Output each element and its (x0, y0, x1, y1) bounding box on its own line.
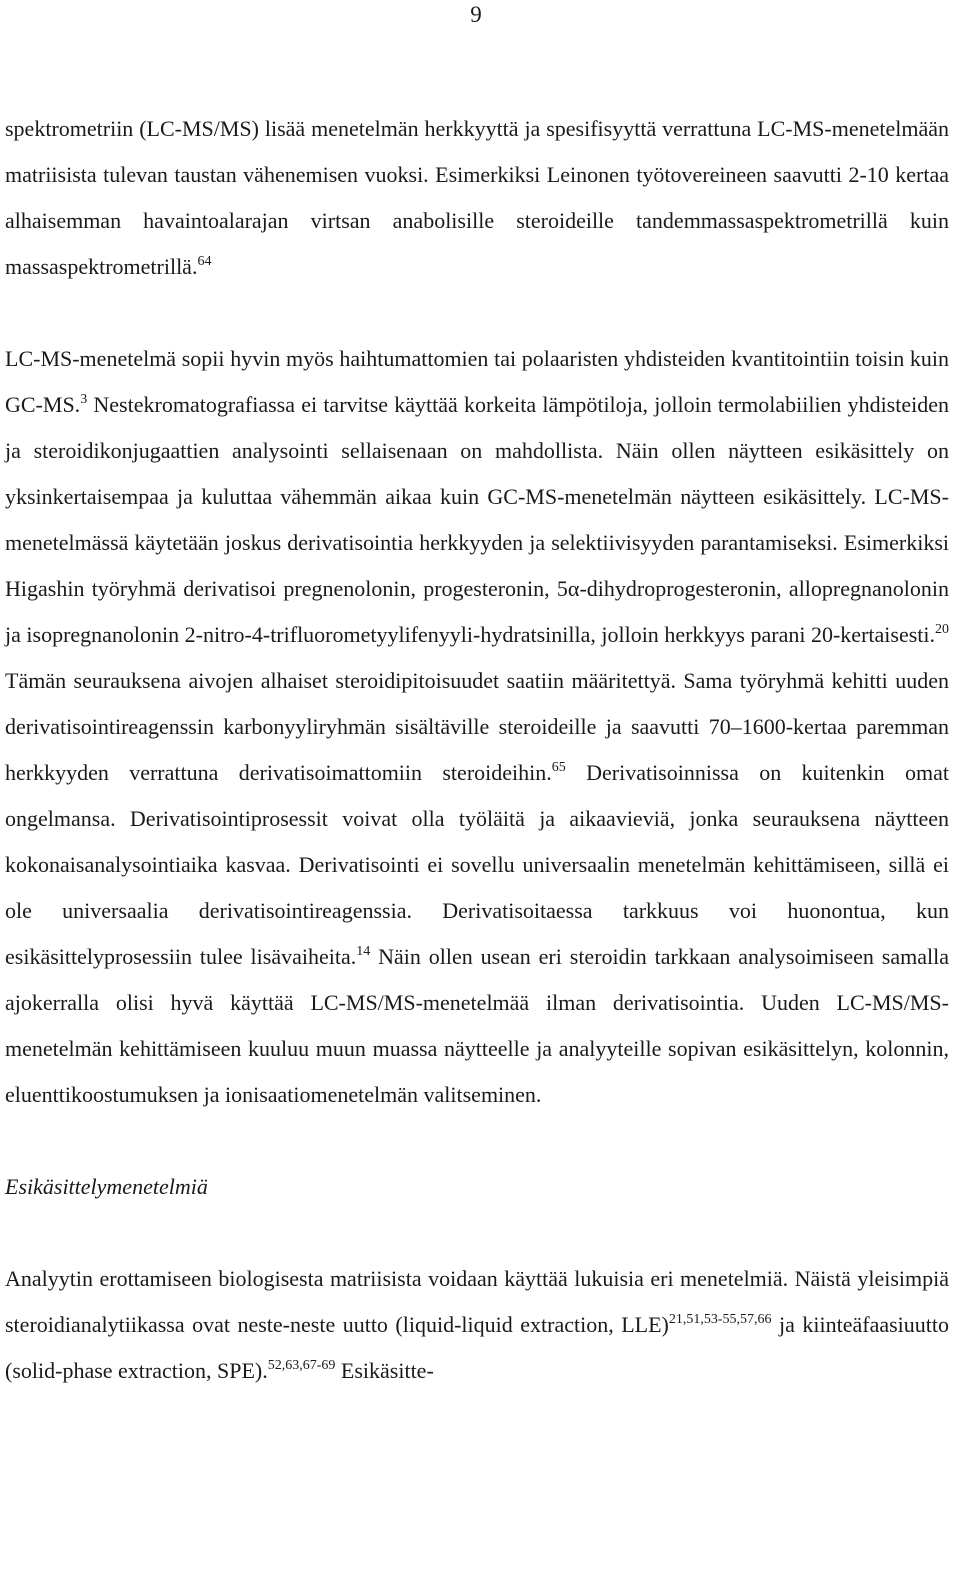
paragraph-2 (5, 336, 949, 1118)
paragraph-gap (5, 1210, 949, 1256)
paragraph-3-sentence-3: Esikäsitte- (335, 1358, 434, 1383)
reference-3: 3 (80, 392, 88, 407)
paragraph-gap (5, 1118, 949, 1164)
paragraph-1-text: spektrometriin (LC-MS/MS) lisää menetelmän herkkyyttä ja spesifisyyttä verrattuna LC-MS-menetelmään matriisista tulevan taustan vähenemisen vuoksi. Esimerkiksi Leinonen työtovereineen saavutti 2-10 kertaa alhaisemman havaintoalarajan virtsan anabolisille steroideille tandemmassaspektrometrillä kuin massaspektrometrillä. (5, 116, 949, 279)
paragraph-2-sentence-2: Nestekromatografiassa ei tarvitse käyttää korkeita lämpötiloja, jolloin termolabiilien yhdisteiden ja steroidikonjugaattien analysointi sellaisenaan on mahdollista. Näin ollen näytteen esikäsittely on yksinkertaisempaa ja kuluttaa vähemmän aikaa kuin GC-MS-menetelmän näytteen esikäsittely. LC-MS-menetelmässä käytetään joskus derivatisointia herkkyyden ja selektiivisyyden parantamiseksi. Esimerkiksi Higashin työryhmä derivatisoi pregnenolonin, progesteronin, 5α-dihydroprogesteronin, allopregnanolonin ja isopregnanolonin 2-nitro-4-trifluorometyylifenyyli-hydratsinilla, jolloin herkkyys parani 20-kertaisesti. (5, 392, 949, 647)
reference-64: 64 (197, 254, 212, 269)
paragraph-1 (5, 106, 949, 290)
paragraph-2-sentence-1: LC-MS-menetelmä sopii hyvin myös haihtumattomien tai polaaristen yhdisteiden kvantitointiin toisin kuin GC-MS. (5, 346, 949, 417)
reference-list-1: 21,51,53-55,57,66 (668, 1312, 772, 1327)
paragraph-3 (5, 1256, 949, 1394)
paragraph-3-sentence-1: Analyytin erottamiseen biologisesta matriisista voidaan käyttää lukuisia eri menetelmiä. Näistä yleisimpiä steroidianalytiikassa ovat neste-neste uutto (liquid-liquid extraction, LLE) (5, 1266, 949, 1337)
reference-20: 20 (935, 622, 949, 637)
paragraph-2-sentence-3: Tämän seurauksena aivojen alhaiset steroidipitoisuudet saatiin määritettyä. Sama työryhmä kehitti uuden derivatisointireagenssin karbonyyliryhmän sisältäville steroideille ja saavutti 70–1600-kertaa paremman herkkyyden verrattuna derivatisoimattomiin steroideihin. (5, 668, 949, 785)
reference-14: 14 (356, 944, 371, 959)
paragraph-2-sentence-4: Derivatisoinnissa on kuitenkin omat ongelmansa. Derivatisointiprosessit voivat olla työläitä ja aikaavieviä, jonka seurauksena näytteen kokonaisanalysointiaika kasvaa. Derivatisointi ei sovellu universaalin menetelmän kehittämiseen, sillä ei ole universaalia derivatisointireagenssia. Derivatisoitaessa tarkkuus voi huonontua, kun esikäsittelyprosessiin tulee lisävaiheita. (5, 760, 949, 969)
reference-list-2: 52,63,67-69 (267, 1358, 336, 1373)
page-number: 9 (470, 2, 482, 27)
paragraph-3-sentence-2: ja kiinteäfaasiuutto (solid-phase extraction, SPE). (5, 1312, 949, 1383)
paragraph-2-sentence-5: Näin ollen usean eri steroidin tarkkaan analysoimiseen samalla ajokerralla olisi hyvä käyttää LC-MS/MS-menetelmää ilman derivatisointia. Uuden LC-MS/MS-menetelmän kehittämiseen kuuluu muun muassa näytteelle ja analyyteille sopivan esikäsittelyn, kolonnin, eluenttikoostumuksen ja ionisaatiomenetelmän valitseminen. (5, 944, 949, 1107)
paragraph-gap (5, 290, 949, 336)
section-heading: Esikäsittelymenetelmiä (5, 1174, 208, 1199)
reference-65: 65 (551, 760, 566, 775)
document-body (5, 106, 949, 1394)
